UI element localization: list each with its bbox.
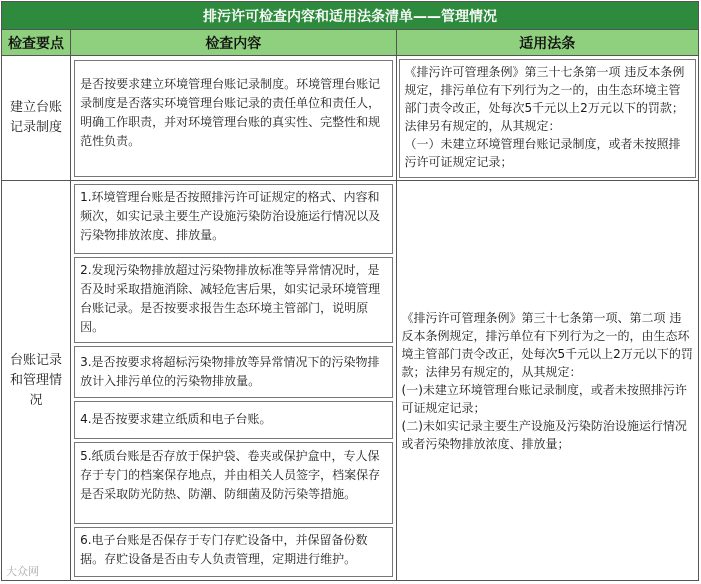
- law-text: 《排污许可管理条例》第三十七条第一项、第二项 违反本条例规定，排污单位有下列行为之一的，由生态环境主管部门责令改正，处每次5千元以上2万元以下的罚款；法律另有规定的，从其规定：: [401, 310, 693, 379]
- law-text: （一）未建立环境管理台账记录制度，或者未按照排污许可证规定记录；: [404, 136, 681, 169]
- content-cell: [71, 181, 396, 581]
- content-item: 是否按要求建立环境管理台账记录制度。环境管理台账记录制度是否落实环境管理台账记录的责任单位和责任人，明确工作职责，并对环境管理台账的真实性、完整性和规范性负责。: [74, 60, 392, 177]
- law-cell: [396, 181, 698, 581]
- checklist-table: [1, 1, 699, 581]
- law-text: (二)未如实记录主要生产设施及污染防治设施运行情况或者污染物排放浓度、排放量；: [401, 418, 687, 451]
- content-item: 1.环境管理台账是否按照排污许可证规定的格式、内容和频次，如实记录主要生产设施污染防治设施运行情况以及污染物排放浓度、排放量。: [74, 184, 392, 254]
- table-title: 排污许可检查内容和适用法条清单——管理情况: [2, 2, 699, 30]
- law-text: (一)未建立环境管理台账记录制度，或者未按照排污许可证规定记录；: [401, 382, 687, 415]
- law-cell: [396, 56, 698, 181]
- law-text: 《排污许可管理条例》第三十七条第一项 违反本条例规定，排污单位有下列行为之一的，由生态环境主管部门责令改正，处每次5千元以上2万元以下的罚款；法律另有规定的，从其规定：: [404, 64, 685, 133]
- header-row: [2, 30, 699, 56]
- table-row: [2, 181, 699, 581]
- content-item: 6.电子台账是否保存于专门存贮设备中，并保留备份数据。存贮设备是否由专人负责管理，定期进行维护。: [74, 527, 392, 577]
- header-check-point: 检查要点: [2, 30, 71, 56]
- check-point-cell: 台账记录和管理情况: [2, 181, 71, 581]
- watermark-logo: 大众网: [6, 565, 39, 578]
- content-item: 4.是否按要求建立纸质和电子台账。: [74, 401, 392, 439]
- header-applicable-law: 适用法条: [396, 30, 698, 56]
- header-check-content: 检查内容: [71, 30, 396, 56]
- check-point-cell: 建立台账记录制度: [2, 56, 71, 181]
- content-cell: [71, 56, 396, 181]
- table-row: [2, 56, 699, 181]
- content-item: 5.纸质台账是否存放于保护袋、卷夹或保护盒中，专人保存于专门的档案保存地点，并由相关人员签字，档案保存是否采取防光防热、防潮、防细菌及防污染等措施。: [74, 442, 392, 524]
- content-item: 3.是否按要求将超标污染物排放等异常情况下的污染物排放计入排污单位的污染物排放量。: [74, 346, 392, 398]
- content-item: 2.发现污染物排放超过污染物排放标准等异常情况时，是否及时采取措施消除、减轻危害后果，如实记录环境管理台账记录。是否按要求报告生态环境主管部门，说明原因。: [74, 257, 392, 343]
- title-row: [2, 2, 699, 30]
- law-box: [399, 59, 696, 178]
